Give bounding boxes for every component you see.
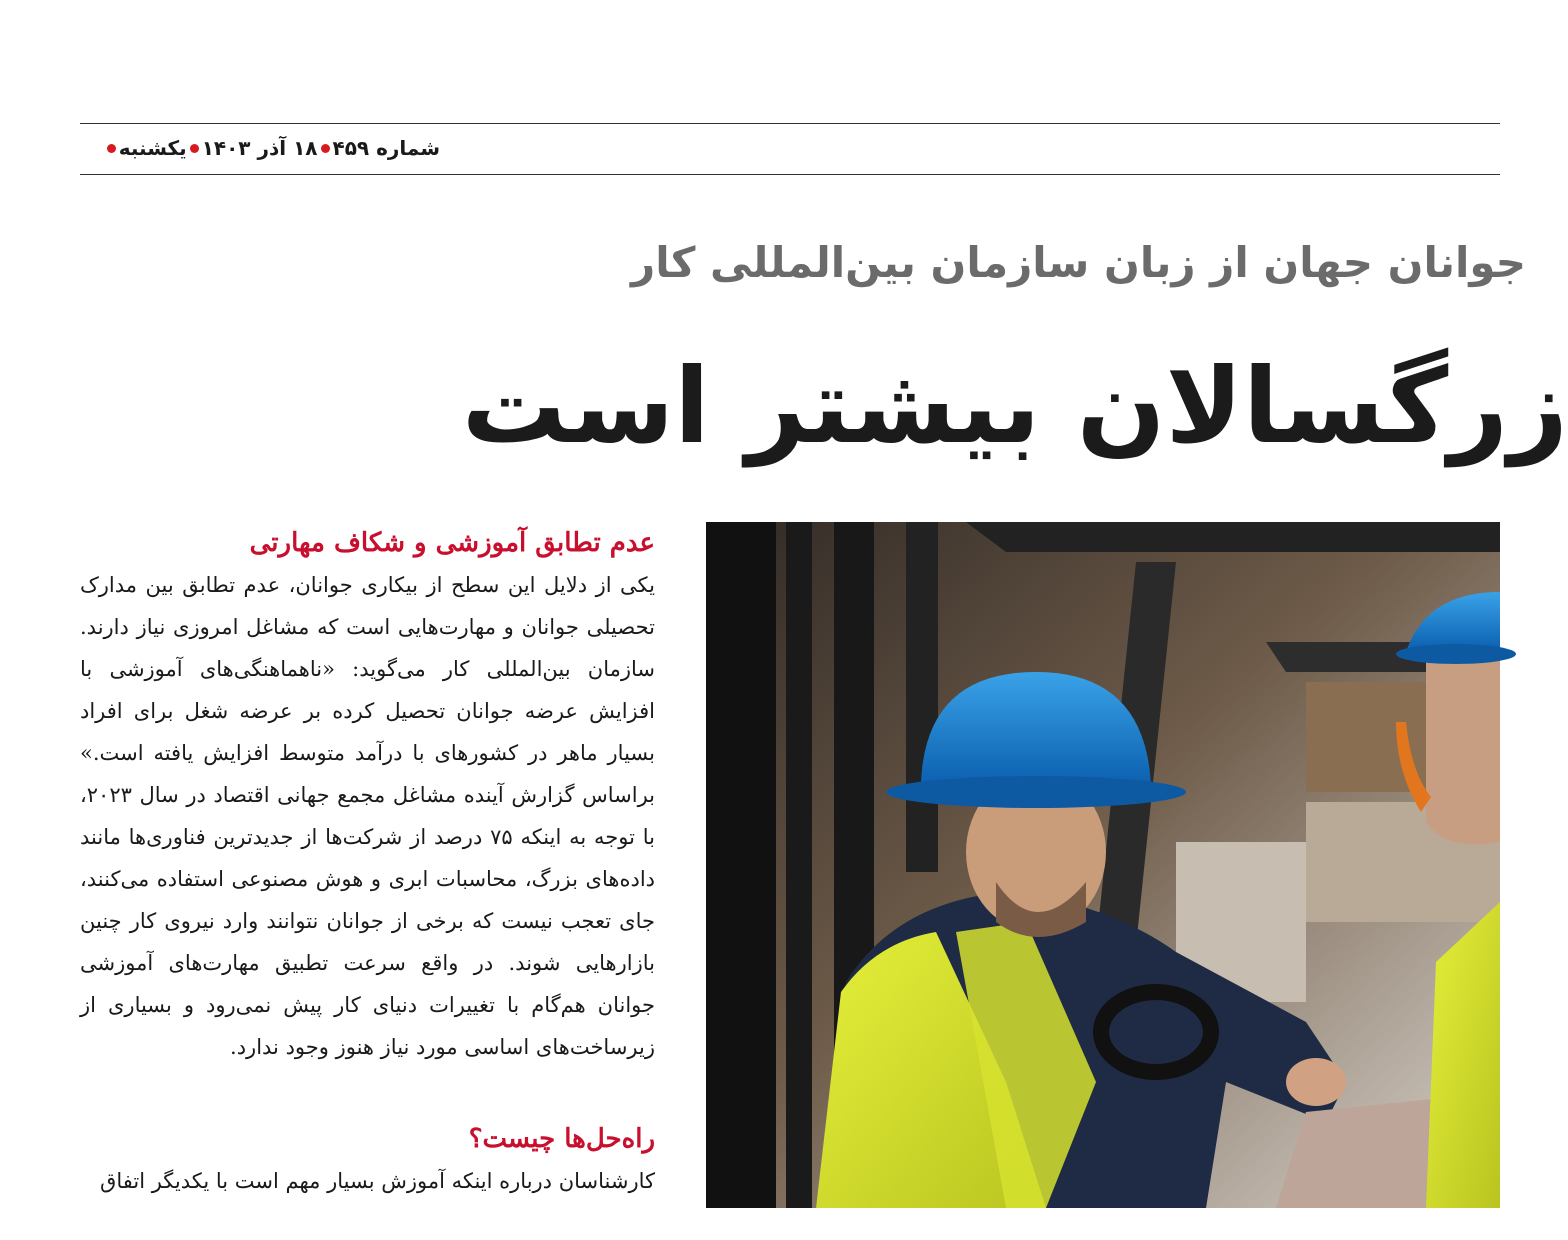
- masthead-top-rule: [80, 123, 1500, 124]
- issue-number: شماره ۴۵۹: [332, 136, 440, 160]
- article-paragraph: یکی از دلایل این سطح از بیکاری جوانان، عدم تطابق بین مدارک تحصیلی جوانان و مهارت‌هایی است که مشاغل امروزی نیاز دارند. سازمان بین‌المللی کار می‌گوید: «ناهماهنگی‌های آموزشی با افزایش عرضه جوانان تحصیل کرده بر عرضه شغل برای افراد بسیار ماهر در کشورهای با درآمد متوسط افزایش یافته است.» براساس گزارش آینده مشاغل مجمع جهانی اقتصاد در سال ۲۰۲۳، با توجه به اینکه ۷۵ درصد از شرکت‌ها از جدیدترین فناوری‌ها مانند داده‌های بزرگ، محاسبات ابری و هوش مصنوعی استفاده می‌کنند، جای تعجب نیست که برخی از جوانان نتوانند وارد نیروی کار چنین بازارهایی شوند. در واقع سرعت تطبیق مهارت‌های آموزشی جوانان هم‌گام با تغییرات دنیای کار پیش نمی‌رود و بسیاری از زیرساخت‌های اساسی مورد نیاز هنوز وجود ندارد.: [80, 573, 655, 1059]
- section-spacer: [80, 1068, 655, 1118]
- issue-date: ۱۸ آذر ۱۴۰۳: [201, 136, 318, 160]
- warehouse-workers-image: [706, 522, 1500, 1208]
- article-kicker: جوانان جهان از زبان سازمان بین‌المللی کار: [631, 238, 1526, 287]
- article-photo: [706, 522, 1500, 1208]
- issue-bar: [80, 132, 440, 164]
- subhead-education-mismatch: عدم تطابق آموزشی و شکاف مهارتی: [249, 528, 655, 558]
- red-dot-icon: [107, 144, 116, 153]
- issue-day: یکشنبه: [118, 136, 187, 160]
- article-column: [80, 522, 655, 1240]
- subhead-solutions: راه‌حل‌ها چیست؟: [468, 1124, 655, 1154]
- red-dot-icon: [321, 144, 330, 153]
- article-headline: زرگسالان بیشتر است: [461, 345, 1568, 467]
- article-paragraph: کارشناسان درباره اینکه آموزش بسیار مهم است با یکدیگر اتفاق: [100, 1169, 655, 1193]
- masthead-bottom-rule: [80, 174, 1500, 175]
- red-dot-icon: [190, 144, 199, 153]
